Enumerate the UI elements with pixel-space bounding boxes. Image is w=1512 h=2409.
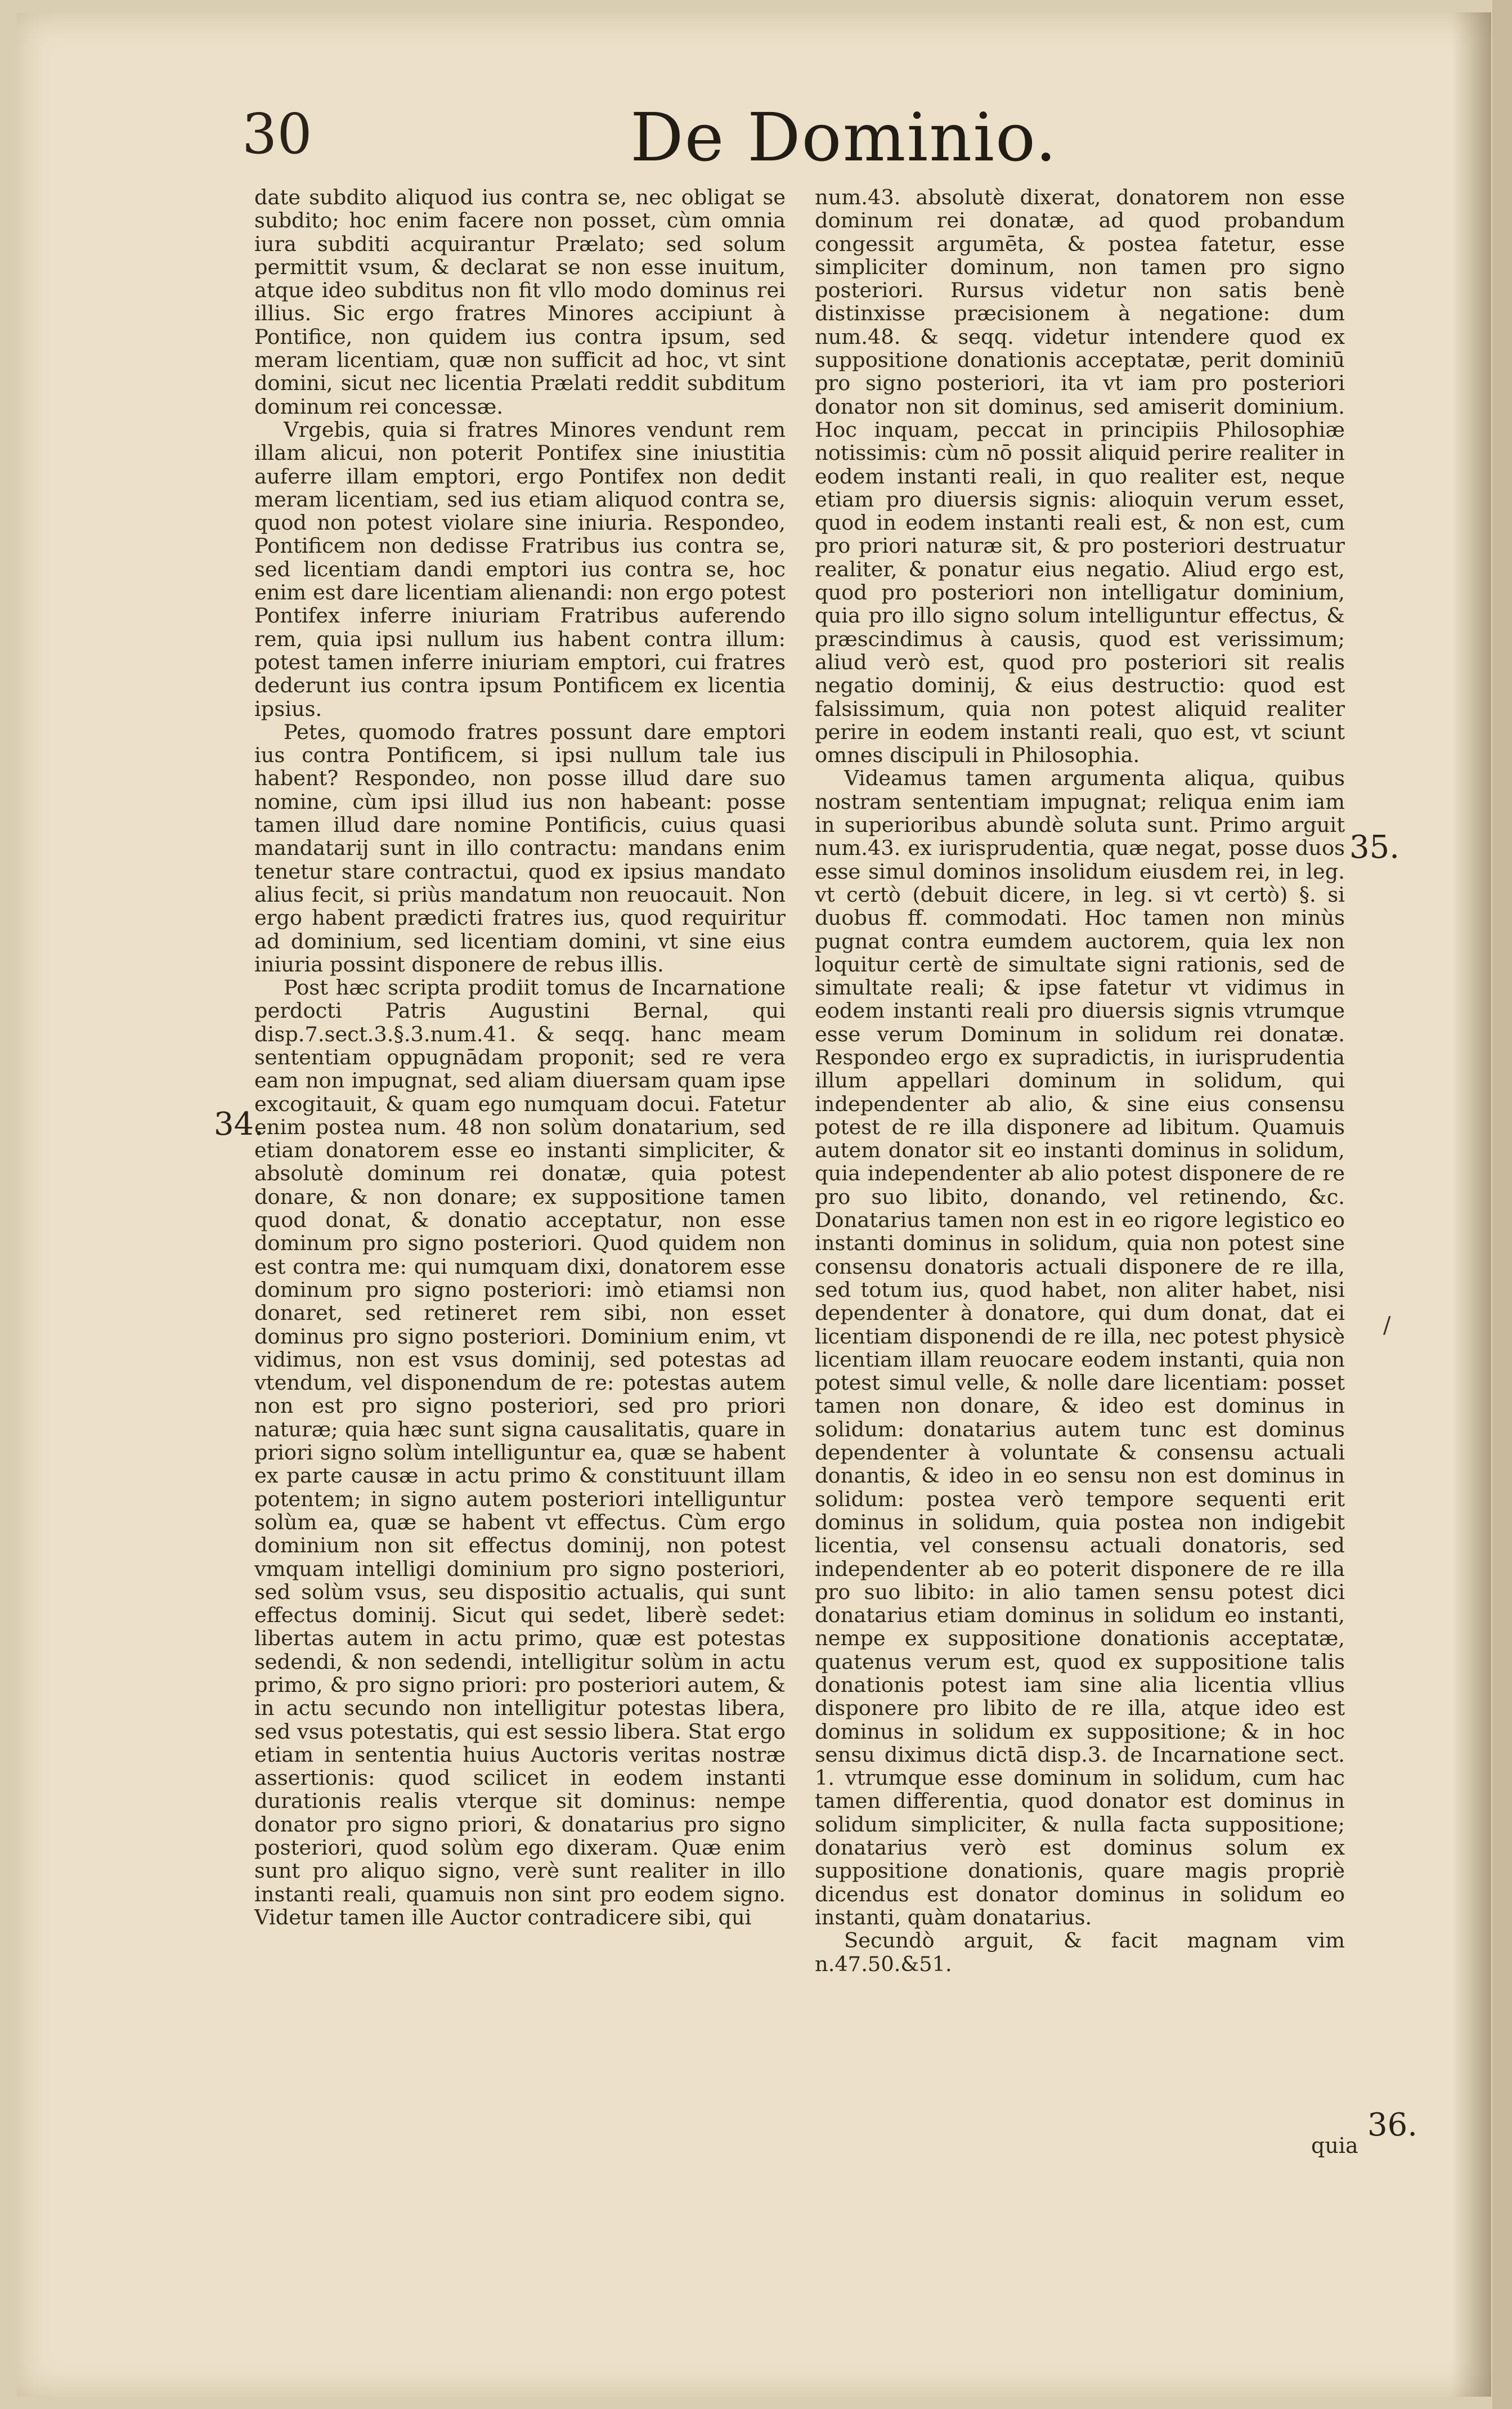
right-paragraph-2: Videamus tamen argumenta aliqua, quibus nostram sententiam impugnat; reliqua enim iam in superioribus abundè soluta sunt. Primo arguit num.43. ex iurisprudentia, quæ negat, posse duos esse simul dominos insolidum eiusdem rei, in leg. vt certò (debuit dicere, in leg. si vt certò) §. si duobus ff. commodati. Hoc tamen non minùs pugnat contra eumdem auctorem, quia lex non loquitur certè de simultate signi rationis, sed de simultate reali; & ipse fatetur vt vidimus in eodem instanti reali pro diuersis signis vtrumque esse verum Dominum in solidum rei donatæ. Respondeo ergo ex supradictis, in iurisprudentia illum appellari dominum in solidum, qui independenter ab alio, & sine eius consensu potest de re illa disponere ad libitum. Quamuis autem donator sit eo instanti dominus in solidum, quia independenter ab alio potest disponere de re pro suo libito, donando, vel retinendo, &c. Donatarius tamen non est in eo rigore legistico eo instanti dominus in solidum, quia non potest sine consensu donatoris actuali disponere de re illa, sed totum ius, quod habet, non aliter habet, nisi dependenter à donatore, qui dum donat, dat ei licentiam disponendi de re illa, nec potest physicè licentiam illam reuocare eodem instanti, quia non potest simul velle, & nolle dare licentiam: posset tamen non donare, & ideo est dominus in solidum: donatarius autem tunc est dominus dependenter à voluntate & consensu actuali donantis, & ideo in eo sensu non est dominus in solidum: postea verò tempore sequenti erit dominus in solidum, quia postea non indigebit licentia, vel consensu actuali donatoris, sed independenter ab eo poterit disponere de re illa pro suo libito: in alio tamen sensu potest dici donatarius etiam dominus in solidum eo instanti, nempe ex suppositione donationis acceptatæ, quatenus verum est, quod ex suppositione talis donationis potest iam sine alia licentia vllius disponere pro libito de re illa, atque ideo est dominus in solidum ex suppositione; & in hoc sensu diximus dictā disp.3. de Incarnatione sect. 1. vtrumque esse dominum in solidum, cum hac tamen differentia, quod donator est dominus in solidum simpliciter, & nulla facta suppositione; donatarius verò est dominus solum ex suppositione donationis, quare magis propriè dicendus est donator dominus in solidum eo instanti, quàm donatarius.	[815, 766, 1345, 1929]
margin-number-35: 35.	[1349, 829, 1400, 866]
left-column	[254, 186, 786, 1929]
right-paragraph-3: Secundò arguit, & facit magnam vim n.47.50.&51.	[815, 1928, 1345, 1976]
right-column	[815, 186, 1345, 1976]
margin-number-36: 36.	[1367, 2107, 1418, 2143]
margin-number-34: 34.	[214, 1106, 264, 1143]
page-number: 30	[242, 102, 312, 167]
left-paragraph-3: Petes, quomodo fratres possunt dare emptori ius contra Pontificem, si ipsi nullum tale ius habent? Respondeo, non posse illud dare suo nomine, cùm ipsi illud ius non habeant: posse tamen illud dare nomine Pontificis, cuius quasi mandatarij sunt in illo contractu: mandans enim tenetur stare contractui, quod ex ipsius mandato alius fecit, si priùs mandatum non reuocauit. Non ergo habent prædicti fratres ius, quod requiritur ad dominium, sed licentiam domini, vt sine eius iniuria possint disponere de rebus illis.	[254, 719, 786, 977]
adjacent-page-edge	[1492, 0, 1512, 2409]
running-title: De Dominio.	[630, 98, 1058, 176]
margin-mark: /	[1383, 1313, 1391, 1338]
left-paragraph-4: Post hæc scripta prodiit tomus de Incarnatione perdocti Patris Augustini Bernal, qui disp.7.sect.3.§.3.num.41. & seqq. hanc meam sententiam oppugnādam proponit; sed re vera eam non impugnat, sed aliam diuersam quam ipse excogitauit, & quam ego numquam docui. Fatetur enim postea num. 48 non solùm donatarium, sed etiam donatorem esse eo instanti simpliciter, & absolutè dominum rei donatæ, quia potest donare, & non donare; ex suppositione tamen quod donat, & donatio acceptatur, non esse dominum pro signo posteriori. Quod quidem non est contra me: qui numquam dixi, donatorem esse dominum pro signo posteriori: imò etiamsi non donaret, sed retineret rem sibi, non esset dominus pro signo posteriori. Dominium enim, vt vidimus, non est vsus dominij, sed potestas ad vtendum, vel disponendum de re: potestas autem non est pro signo posteriori, sed pro priori naturæ; quia hæc sunt signa causalitatis, quare in priori signo solùm intelliguntur ea, quæ se habent ex parte causæ in actu primo & constituunt illam potentem; in signo autem posteriori intelliguntur solùm ea, quæ se habent vt effectus. Cùm ergo dominium non sit effectus dominij, non potest vmquam intelligi dominium pro signo posteriori, sed solùm vsus, seu dispositio actualis, qui sunt effectus dominij. Sicut qui sedet, liberè sedet: libertas autem in actu primo, quæ est potestas sedendi, & non sedendi, intelligitur solùm in actu primo, & pro signo priori: pro posteriori autem, & in actu secundo non intelligitur potestas libera, sed vsus potestatis, qui est sessio libera. Stat ergo etiam in sententia huius Auctoris veritas nostræ assertionis: quod scilicet in eodem instanti durationis realis vterque sit dominus: nempe donator pro signo priori, & donatarius pro signo posteriori, quod solùm ego dixeram. Quæ enim sunt pro aliquo signo, verè sunt realiter in illo instanti reali, quamuis non sint pro eodem signo. Videtur tamen ille Auctor contradicere sibi, qui	[254, 975, 786, 1929]
left-paragraph-1: date subdito aliquod ius contra se, nec obligat se subdito; hoc enim facere non posset, cùm omnia iura subditi acquirantur Prælato; sed solum permittit vsum, & declarat se non esse inuitum, atque ideo subditus non fit vllo modo dominus rei illius. Sic ergo fratres Minores accipiunt à Pontifice, non quidem ius contra ipsum, sed meram licentiam, quæ non sufficit ad hoc, vt sint domini, sicut nec licentia Prælati reddit subditum dominum rei concessæ.	[254, 185, 786, 419]
catchword: quia	[1311, 2133, 1358, 2158]
right-paragraph-1: num.43. absolutè dixerat, donatorem non esse dominum rei donatæ, ad quod probandum congessit argumēta, & postea fatetur, esse simpliciter dominum, non tamen pro signo posteriori. Rursus videtur non satis benè distinxisse præcisionem à negatione: dum num.48. & seqq. videtur intendere quod ex suppositione donationis acceptatæ, perit dominiū pro signo posteriori, ita vt iam pro posteriori donator non sit dominus, sed amiserit dominium. Hoc inquam, peccat in principiis Philosophiæ notissimis: cùm nō possit aliquid perire realiter in eodem instanti reali, in quo realiter est, neque etiam pro diuersis signis: alioquin verum esset, quod in eodem instanti reali est, & non est, cum pro priori naturæ sit, & pro posteriori destruatur realiter, & ponatur eius negatio. Aliud ergo est, quod pro posteriori non intelligatur dominium, quia pro illo signo solum intelliguntur effectus, & præscindimus à causis, quod est verissimum; aliud verò est, quod pro posteriori sit realis negatio dominij, & eius destructio: quod est falsissimum, quia non potest aliquid realiter perire in eodem instanti reali, quo est, vt sciunt omnes discipuli in Philosophia.	[815, 185, 1345, 768]
page-gutter-shadow	[1452, 12, 1491, 2397]
left-paragraph-2: Vrgebis, quia si fratres Minores vendunt rem illam alicui, non poterit Pontifex sine iniustitia auferre illam emptori, ergo Pontifex non dedit meram licentiam, sed ius etiam aliquod contra se, quod non potest violare sine iniuria. Respondeo, Pontificem non dedisse Fratribus ius contra se, sed licentiam dandi emptori ius contra se, hoc enim est dare licentiam alienandi: non ergo potest Pontifex inferre iniuriam Fratribus auferendo rem, quia ipsi nullum ius habent contra illum: potest tamen inferre iniuriam emptori, cui fratres dederunt ius contra ipsum Pontificem ex licentia ipsius.	[254, 417, 786, 721]
